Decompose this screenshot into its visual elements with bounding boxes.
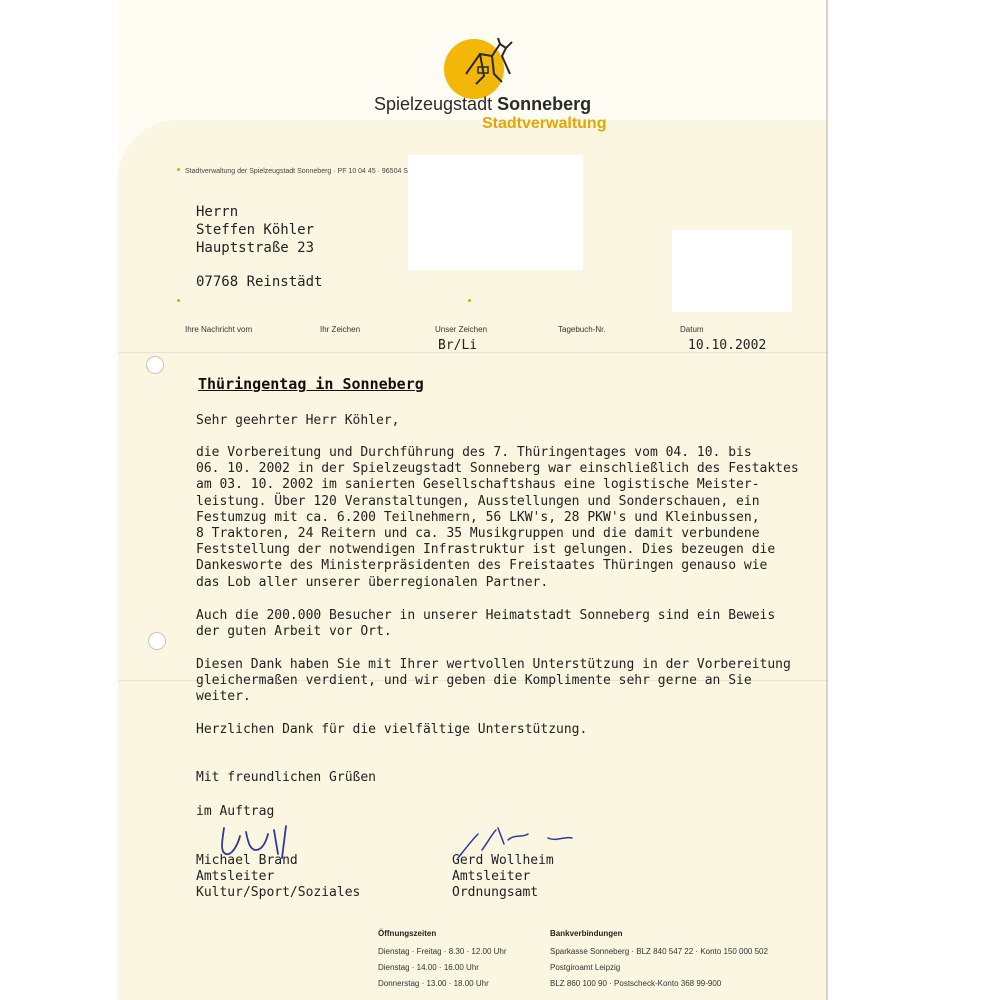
body-paragraph-4 bbox=[196, 722, 587, 738]
body-line: die Vorbereitung und Durchführung des 7. Thüringentages vom 04. 10. bis bbox=[196, 445, 752, 460]
footer-bank-heading: Bankverbindungen bbox=[550, 929, 623, 938]
letter-subject: Thüringentag in Sonneberg bbox=[198, 375, 424, 393]
punch-hole bbox=[146, 356, 164, 374]
ref-label-our-ref: Unser Zeichen bbox=[435, 325, 488, 334]
body-paragraph-1 bbox=[196, 445, 799, 591]
signatory-department: Kultur/Sport/Soziales bbox=[196, 885, 361, 901]
body-line: 8 Traktoren, 24 Reitern und ca. 35 Musikgruppen und die damit verbundene bbox=[196, 526, 760, 542]
signatory-name: Michael Brand bbox=[196, 853, 298, 868]
body-line: Herzlichen Dank für die vielfältige Unterstützung. bbox=[196, 722, 588, 737]
body-line: Auch die 200.000 Besucher in unserer Heimatstadt Sonneberg sind ein Beweis bbox=[196, 608, 776, 623]
body-line: 06. 10. 2002 in der Spielzeugstadt Sonneberg war einschließlich des Festaktes bbox=[196, 461, 799, 477]
body-paragraph-3 bbox=[196, 657, 791, 706]
ref-value-our-ref: Br/Li bbox=[438, 338, 478, 353]
punch-hole bbox=[148, 632, 166, 650]
ref-value-date: 10.10.2002 bbox=[688, 338, 767, 353]
redacted-area bbox=[408, 155, 583, 270]
recipient-city: 07768 Reinstädt bbox=[196, 274, 323, 290]
body-line: weiter. bbox=[196, 689, 251, 705]
paper-edge bbox=[826, 0, 828, 1000]
recipient-name: Steffen Köhler bbox=[196, 222, 315, 238]
signatory-block-1 bbox=[196, 853, 360, 902]
signatory-department: Ordnungsamt bbox=[452, 885, 539, 901]
footer-banks bbox=[550, 944, 768, 992]
signatory-title: Amtsleiter bbox=[196, 869, 275, 885]
signatory-block-2 bbox=[452, 853, 554, 902]
body-line: Diesen Dank haben Sie mit Ihrer wertvollen Unterstützung in der Vorbereitung bbox=[196, 657, 791, 672]
body-line: Dankesworte des Ministerpräsidenten des Freistaates Thüringen genauso wie bbox=[196, 558, 768, 574]
body-line: leistung. Über 120 Veranstaltungen, Ausstellungen und Sonderschauen, ein bbox=[196, 493, 760, 509]
org-name: Spielzeugstadt Sonneberg bbox=[374, 94, 592, 114]
recipient-salutation: Herrn bbox=[196, 204, 239, 220]
body-line: das Lob aller unserer überregionalen Partner. bbox=[196, 574, 549, 590]
ref-label-date: Datum bbox=[680, 325, 704, 334]
closing-text: Mit freundlichen Grüßen bbox=[196, 770, 377, 785]
footer-hours-line: Donnerstag · 13.00 · 18.00 Uhr bbox=[378, 979, 489, 988]
letter-closing bbox=[196, 770, 376, 786]
recipient-street: Hauptstraße 23 bbox=[196, 240, 315, 256]
body-line: der guten Arbeit vor Ort. bbox=[196, 624, 392, 640]
bullet-dot bbox=[468, 299, 471, 302]
greeting-text: Sehr geehrter Herr Köhler, bbox=[196, 413, 400, 428]
body-paragraph-2 bbox=[196, 608, 775, 640]
body-line: gleichermaßen verdient, und wir geben die Komplimente sehr gerne an Sie bbox=[196, 673, 752, 689]
body-line: Festumzug mit ca. 6.200 Teilnehmern, 56 LKW's, 28 PKW's und Kleinbussen, bbox=[196, 509, 760, 525]
letter-greeting bbox=[196, 413, 400, 429]
bullet-dot bbox=[177, 299, 180, 302]
footer-bank-line: Sparkasse Sonneberg · BLZ 840 547 22 · Konto 150 000 502 bbox=[550, 947, 768, 956]
footer-hours-line: Dienstag · 14.00 · 16.00 Uhr bbox=[378, 963, 479, 972]
sender-return-line: Stadtverwaltung der Spielzeugstadt Sonneberg · PF 10 04 45 · 96504 S bbox=[185, 168, 408, 175]
recipient-address bbox=[196, 203, 322, 291]
redacted-area bbox=[672, 230, 792, 312]
ref-label-journal: Tagebuch-Nr. bbox=[558, 325, 606, 334]
ref-label-your-ref: Ihr Zeichen bbox=[320, 325, 361, 334]
footer-hours-heading: Öffnungszeiten bbox=[378, 929, 437, 938]
on-behalf-text: im Auftrag bbox=[196, 804, 275, 819]
on-behalf-note bbox=[196, 804, 274, 820]
signatory-title: Amtsleiter bbox=[452, 869, 531, 885]
bullet-dot bbox=[177, 168, 180, 171]
ref-label-your-message: Ihre Nachricht vom bbox=[185, 325, 253, 334]
org-department: Stadtverwaltung bbox=[482, 115, 607, 132]
footer-hours bbox=[378, 944, 507, 992]
body-line: Feststellung der notwendigen Infrastruktur ist gelungen. Dies bezeugen die bbox=[196, 542, 776, 558]
footer-hours-line: Dienstag · Freitag · 8.30 · 12.00 Uhr bbox=[378, 947, 507, 956]
signatory-name: Gerd Wollheim bbox=[452, 853, 554, 868]
footer-bank-line: Postgiroamt Leipzig bbox=[550, 963, 621, 972]
footer-bank-line: BLZ 860 100 90 · Postscheck-Konto 368 99-900 bbox=[550, 979, 722, 988]
body-line: am 03. 10. 2002 im sanierten Gesellschaftshaus eine logistische Meister- bbox=[196, 477, 760, 493]
